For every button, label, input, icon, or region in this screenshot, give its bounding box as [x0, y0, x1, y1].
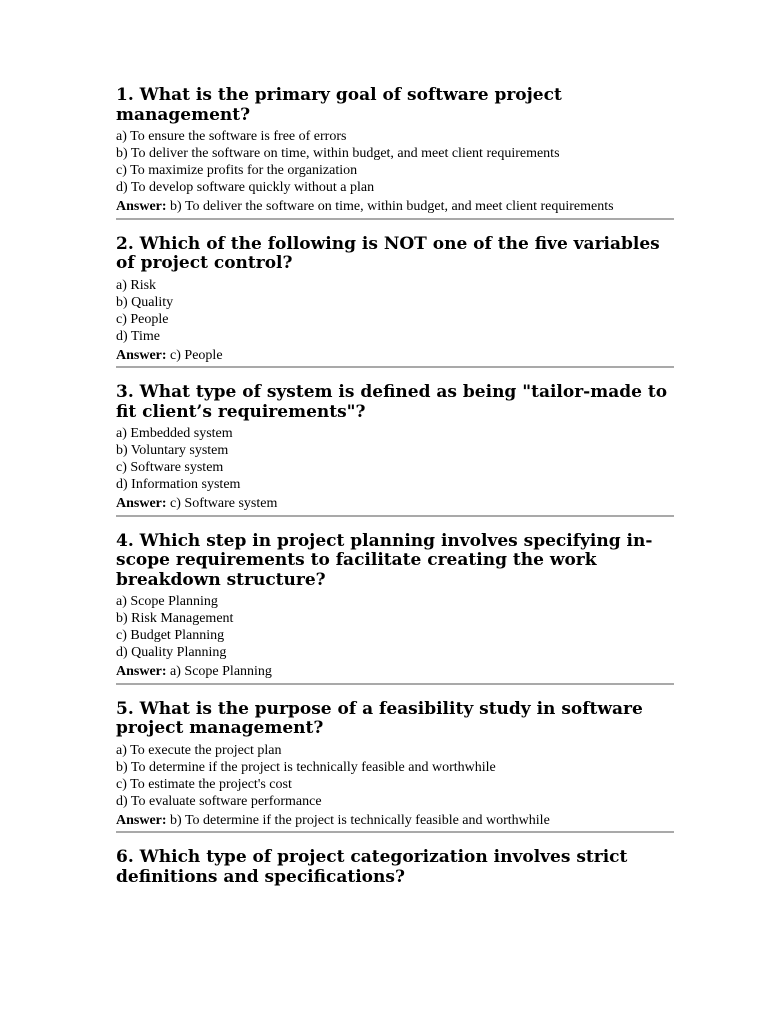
document-page: [116, 86, 674, 890]
options-list: [116, 425, 674, 493]
answer-label: Answer:: [116, 812, 167, 828]
question-block-5: [116, 700, 674, 834]
option-b: b) Quality: [116, 294, 174, 310]
question-title: 1. What is the primary goal of software project management?: [116, 85, 562, 125]
options-list: [116, 128, 674, 196]
option-b: b) Risk Management: [116, 611, 234, 626]
question-title: 5. What is the purpose of a feasibility study in software project management?: [116, 698, 643, 738]
option-d: d) To evaluate software performance: [116, 793, 322, 809]
option-d: d) To develop software quickly without a plan: [116, 180, 375, 195]
question-title: 6. Which type of project categorization involves strict definitions and specifications?: [116, 847, 628, 887]
answer-label: Answer:: [116, 347, 167, 363]
answer-line: [116, 347, 674, 365]
option-b: b) To determine if the project is technically feasible and worthwhile: [116, 759, 496, 775]
answer-line: [116, 812, 674, 830]
options-list: [116, 593, 674, 661]
option-a: a) To ensure the software is free of errors: [116, 129, 347, 144]
question-block-1: [116, 86, 674, 220]
answer-line: [116, 495, 674, 513]
question-block-4: [116, 532, 674, 685]
answer-text: b) To deliver the software on time, within budget, and meet client requirements: [170, 199, 614, 214]
option-c: c) To estimate the project's cost: [116, 776, 292, 792]
option-d: d) Time: [116, 328, 160, 344]
option-b: b) To deliver the software on time, within budget, and meet client requirements: [116, 146, 560, 161]
answer-text: c) People: [170, 347, 223, 363]
question-title: 3. What type of system is defined as being "tailor-made to fit client’s requirements"?: [116, 382, 668, 422]
option-c: c) Budget Planning: [116, 628, 225, 643]
options-list: [116, 277, 674, 345]
answer-label: Answer:: [116, 199, 167, 214]
answer-label: Answer:: [116, 496, 167, 511]
option-a: a) Scope Planning: [116, 594, 218, 609]
option-c: c) People: [116, 311, 169, 327]
question-block-3: [116, 383, 674, 517]
question-block-2: [116, 235, 674, 369]
options-list: [116, 742, 674, 810]
answer-text: a) Scope Planning: [170, 664, 272, 679]
option-b: b) Voluntary system: [116, 443, 229, 458]
answer-line: [116, 663, 674, 681]
option-a: a) Embedded system: [116, 426, 233, 441]
question-title: 4. Which step in project planning involves specifying in-scope requirements to facilitate creating the work breakdown structure?: [116, 530, 653, 590]
option-c: c) Software system: [116, 460, 224, 475]
option-d: d) Quality Planning: [116, 645, 227, 660]
answer-label: Answer:: [116, 664, 167, 679]
answer-text: b) To determine if the project is technically feasible and worthwhile: [170, 812, 550, 828]
question-title: 2. Which of the following is NOT one of the five variables of project control?: [116, 233, 660, 273]
option-d: d) Information system: [116, 477, 241, 492]
question-block-6: [116, 848, 674, 887]
option-a: a) To execute the project plan: [116, 742, 282, 758]
option-a: a) Risk: [116, 277, 157, 293]
answer-text: c) Software system: [170, 496, 278, 511]
answer-line: [116, 198, 674, 216]
option-c: c) To maximize profits for the organization: [116, 163, 358, 178]
